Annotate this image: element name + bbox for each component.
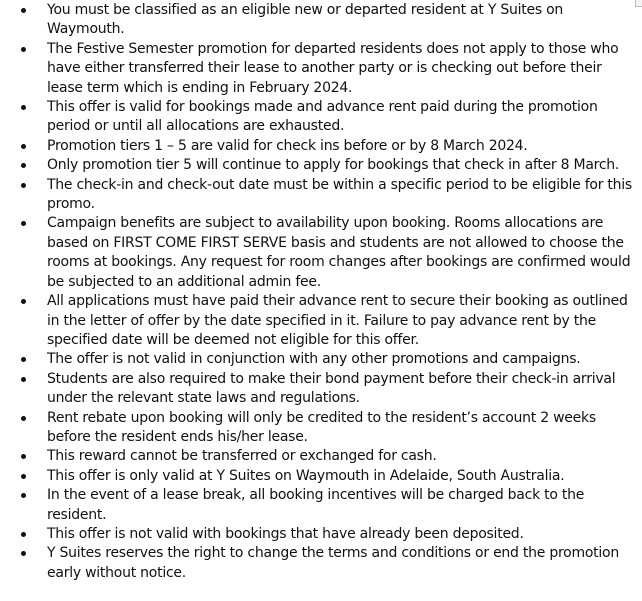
bullet-icon [21,551,26,556]
term-item [0,137,642,156]
term-text: Promotion tiers 1 – 5 are valid for check ins before or by 8 March 2024. [47,137,528,154]
bullet-icon [21,144,26,149]
term-item [0,156,642,175]
term-text: Rent rebate upon booking will only be credited to the resident’s account 2 weeks before the resident ends his/her lease. [47,409,596,445]
term-text: All applications must have paid their advance rent to secure their booking as outlined in the letter of offer by the date specified in it. Failure to pay advance rent by the specified date will be deemed not eligible for this offer. [47,293,628,348]
term-text: This reward cannot be transferred or exchanged for cash. [47,448,437,465]
term-item [0,486,642,525]
term-item [0,1,642,40]
bullet-icon [21,357,26,362]
term-text: The Festive Semester promotion for departed residents does not apply to those who have either transferred their lease to another party or is checking out before their lease term which is ending in February 2024. [47,40,619,96]
bullet-icon [21,47,26,52]
term-text: This offer is only valid at Y Suites on Waymouth in Adelaide, South Australia. [47,467,565,484]
bullet-icon [21,377,26,382]
term-text: Y Suites reserves the right to change the terms and conditions or end the promotion early without notice. [47,545,619,581]
bullet-icon [21,454,26,459]
term-text: The check-in and check-out date must be within a specific period to be eligible for this promo. [47,176,632,213]
bullet-icon [21,532,26,537]
bullet-icon [21,221,26,226]
term-item [0,409,642,448]
term-item [0,370,642,409]
term-item [0,350,642,369]
term-item [0,467,642,486]
bullet-icon [21,8,26,13]
term-text: You must be classified as an eligible new or departed resident at Y Suites on Waymouth. [47,2,564,38]
term-text: This offer is not valid with bookings that have already been deposited. [47,525,524,542]
term-item [0,98,642,137]
bullet-icon [21,493,26,498]
bullet-icon [21,105,26,110]
term-item [0,544,642,583]
term-item [0,525,642,544]
terms-list [0,1,642,583]
term-text: In the event of a lease break, all booking incentives will be charged back to the resident. [47,487,585,523]
term-item [0,214,642,292]
term-item [0,176,642,215]
bullet-icon [21,474,26,479]
corner-mark [635,0,642,7]
bullet-icon [21,299,26,304]
term-text: The offer is not valid in conjunction with any other promotions and campaigns. [47,351,581,368]
bullet-icon [21,183,26,188]
term-text: Only promotion tier 5 will continue to apply for bookings that check in after 8 March. [47,157,620,174]
term-item [0,292,642,350]
term-item [0,40,642,98]
term-item [0,447,642,466]
bullet-icon [21,163,26,168]
term-text: Campaign benefits are subject to availability upon booking. Rooms allocations are based on FIRST COME FIRST SERVE basis and students are not allowed to choose the rooms at bookings. Any request for room changes after bookings are confirmed would be subjected to an additional admin fee. [47,215,631,290]
term-text: This offer is valid for bookings made and advance rent paid during the promotion period or until all allocations are exhausted. [47,99,598,135]
term-text: Students are also required to make their bond payment before their check-in arrival under the relevant state laws and regulations. [47,370,616,407]
bullet-icon [21,416,26,421]
